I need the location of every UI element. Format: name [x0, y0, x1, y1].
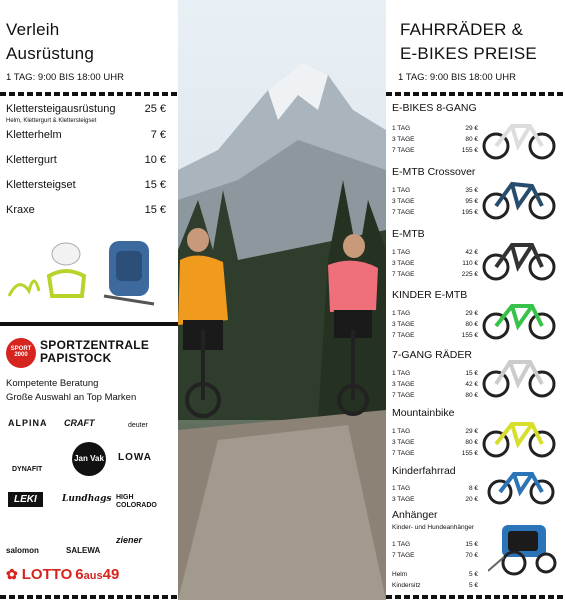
shop-name-line1: SPORTZENTRALE	[40, 338, 150, 352]
rate-price: 8 €	[468, 485, 478, 492]
equipment-hours: 1 TAG: 9:00 BIS 18:00 UHR	[6, 72, 124, 83]
brand-lowa: LOWA	[118, 452, 152, 463]
category-name: Anhänger	[392, 509, 438, 521]
shop-tagline	[6, 377, 136, 405]
rate-price: 95 €	[465, 198, 478, 205]
rate-row	[392, 308, 478, 319]
mountainbike-image	[482, 412, 558, 460]
brand-deuter: deuter	[128, 422, 148, 429]
rate-row	[392, 145, 478, 156]
item-label: Klettersteigset	[6, 179, 76, 191]
rate-duration: 7 TAGE	[392, 332, 415, 339]
brand-leki: LEKI	[14, 494, 37, 505]
rate-row	[392, 319, 478, 330]
equipment-title-line2: Ausrüstung	[6, 44, 94, 63]
rate-row	[392, 437, 478, 448]
rate-duration: 3 TAGE	[392, 321, 415, 328]
rate-price: 29 €	[465, 310, 478, 317]
item-label: Klettersteigausrüstung	[6, 103, 116, 115]
price-row	[0, 154, 178, 179]
lotto-num1: 6	[75, 566, 84, 583]
price-row	[0, 204, 178, 229]
brand-janvak-badge	[72, 442, 106, 476]
rate-duration: 1 TAG	[392, 187, 411, 194]
rate-duration: 3 TAGE	[392, 496, 415, 503]
ebike-8gang-image	[482, 112, 558, 162]
rate-row	[392, 207, 478, 218]
rate-row	[392, 185, 478, 196]
rate-row	[392, 426, 478, 437]
rate-price: 35 €	[465, 187, 478, 194]
rate-row	[392, 494, 478, 505]
rate-row	[392, 123, 478, 134]
rate-duration: 1 TAG	[392, 428, 411, 435]
rate-row	[392, 330, 478, 341]
rate-row	[392, 569, 478, 580]
rate-duration: 7 TAGE	[392, 209, 415, 216]
rate-duration: 7 TAGE	[392, 271, 415, 278]
item-label: Klettergurt	[6, 154, 57, 166]
rate-price: 15 €	[465, 541, 478, 548]
rate-row	[392, 483, 478, 494]
rate-price: 70 €	[465, 552, 478, 559]
rate-duration: 1 TAG	[392, 249, 411, 256]
emtb-crossover-image	[482, 172, 558, 222]
shop-name-line2: PAPISTOCK	[40, 351, 112, 365]
lotto-word: LOTTO	[21, 566, 73, 583]
brand-salewa: SALEWA	[66, 546, 101, 555]
rate-duration: 1 TAG	[392, 485, 411, 492]
rate-row	[392, 134, 478, 145]
shop-name	[40, 339, 149, 365]
equipment-rental-panel	[0, 0, 178, 600]
item-sub: Helm, Klettergurt & Klettersteigset	[6, 118, 97, 124]
brand-ziener: ziener	[116, 535, 143, 545]
rate-price: 110 €	[462, 260, 478, 267]
kinder-emtb-image	[482, 294, 558, 342]
rate-duration: 3 TAGE	[392, 439, 415, 446]
category-name: Kinderfahrrad	[392, 465, 456, 477]
category-name: 7-GANG RÄDER	[392, 349, 472, 361]
rate-duration: 1 TAG	[392, 125, 411, 132]
hero-photo	[178, 0, 386, 600]
rate-row	[392, 580, 478, 591]
rate-duration: 1 TAG	[392, 310, 411, 317]
rate-duration: 7 TAGE	[392, 147, 415, 154]
brand-dynafit: DYNAFIT	[12, 466, 43, 473]
extra-price: 5 €	[468, 571, 478, 578]
logo-line1: SPORT	[10, 346, 32, 352]
rate-price: 15 €	[465, 370, 478, 377]
lotto-num2: 49	[102, 566, 120, 583]
rate-duration: 3 TAGE	[392, 381, 415, 388]
sport2000-logo	[6, 338, 36, 368]
rate-price: 80 €	[465, 136, 478, 143]
extra-label: Helm	[392, 571, 408, 578]
rate-price: 80 €	[465, 392, 478, 399]
rate-duration: 3 TAGE	[392, 136, 415, 143]
rate-price: 29 €	[465, 428, 478, 435]
item-price: 15 €	[144, 204, 166, 216]
rate-duration: 3 TAGE	[392, 198, 415, 205]
category-name: KINDER E-MTB	[392, 289, 468, 301]
rate-price: 80 €	[465, 321, 478, 328]
rate-duration: 7 TAGE	[392, 450, 415, 457]
lotto-icon: ✿	[6, 566, 18, 582]
bike-rental-panel	[386, 0, 565, 600]
logo-line2: 2000	[14, 352, 28, 358]
rate-row	[392, 379, 478, 390]
lotto-logo	[6, 566, 119, 583]
bike-title	[400, 18, 537, 66]
divider	[386, 92, 565, 96]
equipment-title-line1: Verleih	[6, 20, 60, 39]
rate-duration: 7 TAGE	[392, 552, 415, 559]
rate-duration: 1 TAG	[392, 541, 411, 548]
brand-salomon: salomon	[6, 546, 39, 555]
item-price: 7 €	[150, 129, 166, 141]
rate-price: 80 €	[465, 439, 478, 446]
rate-duration: 7 TAGE	[392, 392, 415, 399]
brand-alpina: ALPINA	[8, 418, 48, 428]
brand-leki-badge	[8, 492, 43, 507]
brand-lundhags: Lundhags	[62, 494, 112, 504]
rate-price: 155 €	[461, 147, 478, 154]
equipment-title	[6, 18, 94, 66]
item-price: 15 €	[144, 179, 166, 191]
item-price: 10 €	[144, 154, 166, 166]
kinderfahrrad-image	[486, 464, 556, 506]
brand-janvak: Jan Vak	[74, 454, 104, 463]
divider	[0, 322, 178, 326]
rate-price: 225 €	[461, 271, 478, 278]
bike-title-line1: FAHRRÄDER &	[400, 20, 524, 39]
rate-row	[392, 269, 478, 280]
rate-duration: 1 TAG	[392, 370, 411, 377]
divider	[0, 595, 178, 599]
bike-title-line2: E-BIKES PREISE	[400, 44, 537, 63]
rate-duration: 3 TAGE	[392, 260, 415, 267]
item-label: Kraxe	[6, 204, 35, 216]
bike-hours: 1 TAG: 9:00 BIS 18:00 UHR	[398, 72, 516, 83]
extra-price: 5 €	[468, 582, 478, 589]
category-sub: Kinder- und Hundeanhänger	[392, 524, 475, 531]
equipment-price-list	[0, 103, 178, 229]
price-row	[0, 103, 178, 129]
category-name: E-MTB Crossover	[392, 166, 476, 178]
rate-price: 42 €	[465, 381, 478, 388]
rate-price: 29 €	[465, 125, 478, 132]
rate-price: 42 €	[465, 249, 478, 256]
extra-label: Kindersitz	[392, 582, 421, 589]
category-name: E-MTB	[392, 228, 425, 240]
7gang-bike-image	[482, 352, 558, 400]
anhaenger-image	[488, 517, 558, 579]
category-name: E-BIKES 8-GANG	[392, 102, 477, 114]
divider	[386, 595, 565, 599]
rate-row	[392, 448, 478, 459]
brand-craft: CRAFT	[64, 418, 95, 428]
rate-row	[392, 550, 478, 561]
price-row	[0, 129, 178, 154]
rate-row	[392, 390, 478, 401]
lotto-aus: aus	[83, 570, 103, 582]
item-price: 25 €	[144, 103, 166, 115]
climbing-gear-image	[4, 236, 174, 306]
tagline-line2: Große Auswahl an Top Marken	[6, 392, 137, 403]
rate-price: 195 €	[461, 209, 478, 216]
divider	[0, 92, 178, 96]
item-label: Kletterhelm	[6, 129, 62, 141]
rate-row	[392, 196, 478, 207]
tagline-line1: Kompetente Beratung	[6, 378, 99, 389]
rate-row	[392, 258, 478, 269]
emtb-image	[482, 233, 558, 283]
rate-row	[392, 247, 478, 258]
category-name: Mountainbike	[392, 407, 455, 419]
brand-highcolorado: HIGH COLORADO	[116, 494, 157, 509]
rate-price: 155 €	[461, 332, 478, 339]
rate-price: 20 €	[465, 496, 478, 503]
rate-row	[392, 539, 478, 550]
rate-price: 155 €	[461, 450, 478, 457]
price-row	[0, 179, 178, 204]
mountain-bike-scene	[178, 0, 386, 600]
rate-row	[392, 368, 478, 379]
